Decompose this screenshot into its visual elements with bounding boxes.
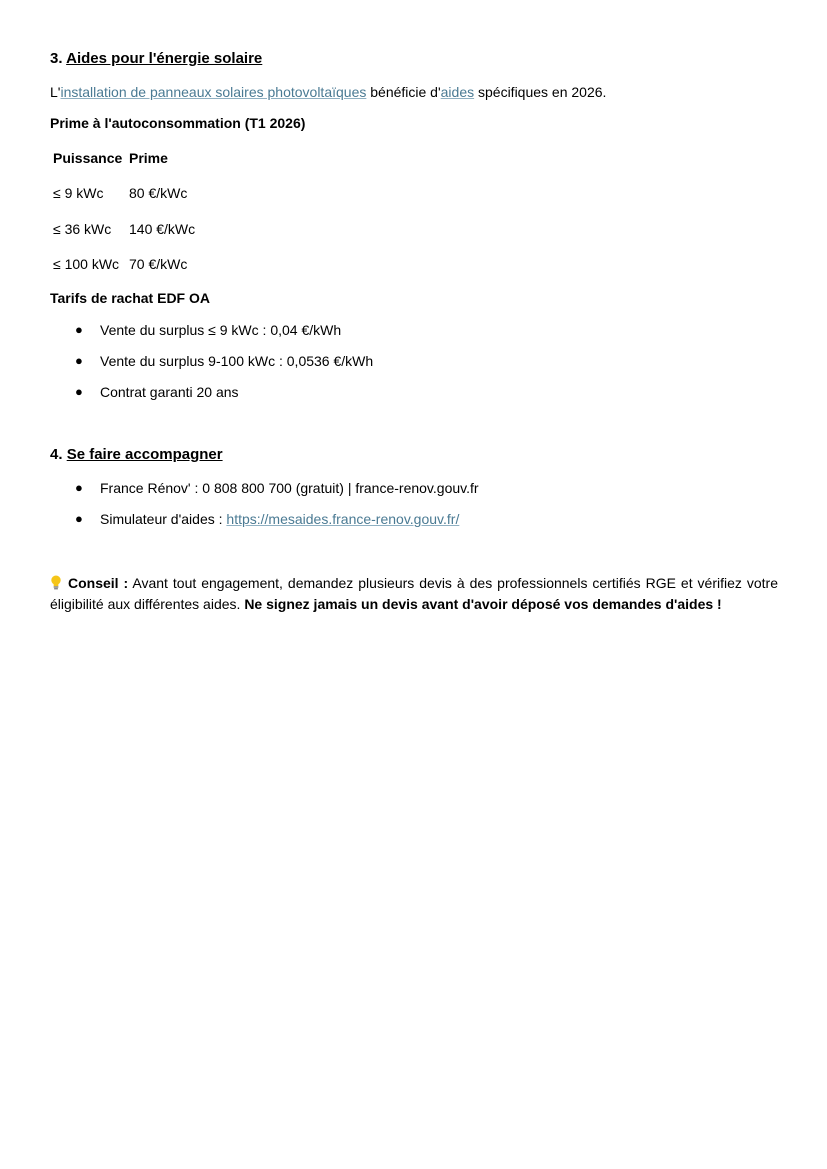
table-cell-puissance: ≤ 100 kWc	[53, 256, 120, 272]
simulateur-link[interactable]: https://mesaides.france-renov.gouv.fr/	[226, 511, 460, 527]
advice-warning: Ne signez jamais un devis avant d'avoir déposé vos demandes d'aides !	[244, 596, 722, 612]
intro-prefix: L'	[50, 84, 61, 100]
table-cell-prime: 140 €/kWc	[129, 221, 196, 237]
advice-label: Conseil :	[68, 575, 129, 591]
list-item-text: Contrat garanti 20 ans	[100, 384, 239, 400]
section-4-title: Se faire accompagner	[66, 446, 223, 463]
table-header-puissance: Puissance	[53, 150, 123, 166]
france-renov-contact: France Rénov' : 0 808 800 700 (gratuit) | france-renov.gouv.fr	[100, 480, 479, 496]
table-cell-prime: 70 €/kWc	[129, 256, 188, 272]
table-cell-prime: 80 €/kWc	[129, 185, 188, 201]
bullet-icon: ●	[75, 511, 83, 526]
list-item-text: Vente du surplus 9-100 kWc : 0,0536 €/kWh	[100, 353, 374, 369]
section-4-heading	[50, 446, 223, 463]
prime-subheading: Prime à l'autoconsommation (T1 2026)	[50, 115, 306, 131]
simulateur-label: Simulateur d'aides :	[100, 511, 227, 527]
advice-text: Avant tout engagement, demandez plusieurs devis à des professionnels certifiés RGE et vérifiez votre éligibilité aux différentes aides.	[50, 575, 778, 612]
bullet-icon: ●	[75, 480, 83, 495]
intro-middle: bénéficie d'	[366, 84, 441, 100]
section-3-title: Aides pour l'énergie solaire	[66, 50, 263, 67]
bullet-icon: ●	[75, 353, 83, 368]
advice-paragraph	[50, 573, 778, 615]
bullet-icon: ●	[75, 322, 83, 337]
section-3-number: 3.	[50, 50, 63, 67]
bullet-icon: ●	[75, 384, 83, 399]
table-cell-puissance: ≤ 9 kWc	[53, 185, 104, 201]
section-4-number: 4.	[50, 446, 63, 463]
simulateur-line	[100, 511, 459, 527]
table-cell-puissance: ≤ 36 kWc	[53, 221, 112, 237]
lightbulb-icon	[50, 575, 62, 590]
tarifs-subheading: Tarifs de rachat EDF OA	[50, 290, 211, 306]
table-header-prime: Prime	[129, 150, 168, 166]
aides-link[interactable]: aides	[440, 84, 475, 100]
section-3-intro	[50, 84, 606, 100]
section-3-heading	[50, 50, 262, 67]
solar-installation-link[interactable]: installation de panneaux solaires photovoltaïques	[60, 84, 367, 100]
intro-suffix: spécifiques en 2026.	[474, 84, 607, 100]
list-item-text: Vente du surplus ≤ 9 kWc : 0,04 €/kWh	[100, 322, 342, 338]
